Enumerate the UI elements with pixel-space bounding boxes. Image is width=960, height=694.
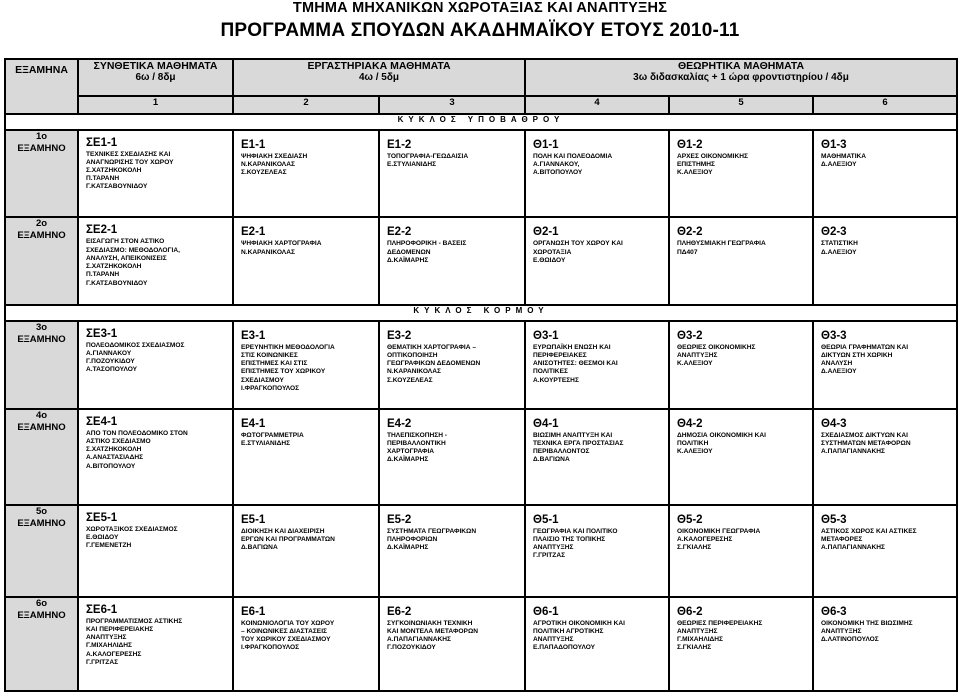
- course-cell: [78, 597, 233, 691]
- course-code: Θ4-2: [677, 417, 703, 430]
- theory-header: ΘΕΩΡΗΤΙΚΑ ΜΑΘΗΜΑΤΑ 3ω διδασκαλίας + 1 ώρα φροντιστηρίου / 4δμ: [525, 59, 957, 96]
- course-text-line: ΑΠΟ ΤΟΝ ΠΟΛΕΟΔΟΜΙΚΟ ΣΤΟΝ: [86, 429, 188, 437]
- course-code: Θ3-1: [533, 329, 559, 342]
- course-cell: [525, 321, 669, 409]
- semester-label-line: 1ο: [35, 130, 48, 142]
- course-code: Ε4-2: [387, 417, 412, 430]
- course-text-line: Ε.ΣΤΥΛΙΑΝΙΔΗΣ: [387, 160, 437, 168]
- course-cell: [233, 321, 379, 409]
- course-code: ΣΕ4-1: [86, 415, 118, 428]
- course-text-line: ΠΟΛΙΤΙΚΗ: [677, 439, 709, 447]
- course-text-line: ΑΣΤΙΚΟ ΣΧΕΔΙΑΣΜΟ: [86, 437, 151, 445]
- course-code: Θ2-2: [677, 226, 703, 239]
- course-code: ΣΕ3-1: [86, 327, 118, 340]
- course-cell: [78, 505, 233, 597]
- course-cell: [669, 130, 813, 218]
- course-code: Ε6-1: [241, 605, 266, 618]
- course-text-line: Α.ΑΝΑΣΤΑΣΙΑΔΗΣ: [86, 454, 144, 462]
- course-code: Ε1-1: [241, 138, 266, 151]
- semester-label-line: 6ο: [35, 597, 48, 609]
- course-code: Θ6-2: [677, 605, 703, 618]
- semester-label-line: 5ο: [35, 505, 48, 517]
- course-code: Ε2-1: [241, 226, 266, 239]
- semester-label: [5, 597, 78, 691]
- course-text-line: Δ.ΚΑΪΜΑΡΗΣ: [387, 256, 429, 264]
- course-text-line: Α.ΓΙΑΝΝΑΚΟΥ: [86, 349, 132, 357]
- course-text-line: Γ.ΠΟΖΟΥΚΙΔΟΥ: [387, 644, 436, 652]
- course-text-line: ΕΙΣΑΓΩΓΗ ΣΤΟΝ ΑΣΤΙΚΟ: [86, 238, 165, 246]
- course-text-line: Ε.ΘΩΙΔΟΥ: [86, 534, 119, 542]
- course-cell: [379, 597, 525, 691]
- course-cell: [525, 409, 669, 505]
- course-code: ΣΕ2-1: [86, 224, 118, 237]
- course-text-line: ΠΟΛΙΤΙΚΕΣ: [533, 368, 568, 376]
- course-text-line: ΑΝΑΠΤΥΞΗΣ: [86, 634, 127, 642]
- course-text-line: ΜΑΘΗΜΑΤΙΚΑ: [821, 152, 867, 160]
- course-text-line: ΑΝΑΠΤΥΞΗΣ: [677, 628, 718, 636]
- course-text-line: ΤΟΠΟΓΡΑΦΙΑ-ΓΕΩΔΑΙΣΙΑ: [387, 152, 469, 160]
- course-text-line: ΑΝΑΛΥΣΗ: [821, 360, 853, 368]
- course-text-line: ΑΝΑΠΤΥΞΗΣ: [533, 636, 574, 644]
- semester-label-line: ΕΞΑΜΗΝΟ: [17, 517, 66, 529]
- course-text-line: ΠΛΑΙΣΙΟ ΤΗΣ ΤΟΠΙΚΗΣ: [533, 536, 606, 544]
- course-text-line: ΟΡΓΑΝΩΣΗ ΤΟΥ ΧΩΡΟΥ ΚΑΙ: [533, 240, 623, 248]
- lab-header: ΕΡΓΑΣΤΗΡΙΑΚΑ ΜΑΘΗΜΑΤΑ 4ω / 5δμ: [233, 59, 525, 96]
- course-text-line: Α.ΚΟΥΡΤΕΣΗΣ: [533, 376, 579, 384]
- course-cell: [233, 505, 379, 597]
- column-number: 6: [813, 96, 957, 114]
- course-text-line: Α.ΓΙΑΝΝΑΚΟΥ,: [533, 160, 580, 168]
- semester-label-line: ΕΞΑΜΗΝΟ: [17, 333, 66, 345]
- course-text-line: Ε.ΘΩΙΔΟΥ: [533, 256, 566, 264]
- course-text-line: Δ.ΑΛΕΞΙΟΥ: [821, 368, 857, 376]
- course-text-line: Ν.ΚΑΡΑΝΙΚΟΛΑΣ: [387, 368, 441, 376]
- course-cell: [813, 409, 957, 505]
- course-code: Ε6-2: [387, 605, 412, 618]
- semester-label: [5, 321, 78, 409]
- course-text-line: ΑΝΑΠΤΥΞΗΣ: [533, 544, 574, 552]
- course-code: Θ6-1: [533, 605, 559, 618]
- course-text-line: Ι.ΦΡΑΓΚΟΠΟΥΛΟΣ: [241, 384, 300, 392]
- course-code: Ε3-2: [387, 329, 412, 342]
- course-cell: [379, 321, 525, 409]
- semester-header: ΕΞΑΜΗΝΑ: [5, 59, 78, 114]
- course-text-line: ΘΕΩΡΙΑ ΓΡΑΦΗΜΑΤΩΝ ΚΑΙ: [821, 343, 909, 351]
- semester-label-line: ΕΞΑΜΗΝΟ: [17, 609, 66, 621]
- course-text-line: ΣΧΕΔΙΑΣΜΟΥ: [241, 376, 284, 384]
- course-text-line: ΟΙΚΟΝΟΜΙΚΗ ΓΕΩΓΡΑΦΙΑ: [677, 527, 761, 535]
- course-code: Ε4-1: [241, 417, 266, 430]
- cycle-core-row: [5, 305, 957, 320]
- course-cell: [525, 217, 669, 305]
- course-text-line: ΣΤΑΤΙΣΤΙΚΗ: [821, 240, 858, 248]
- course-code: Θ3-3: [821, 329, 847, 342]
- course-code: Ε3-1: [241, 329, 266, 342]
- course-code: Ε5-2: [387, 513, 412, 526]
- course-text-line: – ΚΟΙΝΩΝΙΚΕΣ ΔΙΑΣΤΑΣΕΙΣ: [241, 628, 327, 636]
- course-text-line: Ν.ΚΑΡΑΝΙΚΟΛΑΣ: [241, 248, 295, 256]
- course-cell: [813, 505, 957, 597]
- column-number-row: [5, 96, 957, 114]
- course-text-line: ΠΕΡΙΒΑΛΛΟΝΤΟΣ: [533, 448, 590, 456]
- course-code: Θ2-1: [533, 226, 559, 239]
- course-text-line: ΕΠΙΣΤΗΜΕΣ ΚΑΙ ΣΤΙΣ: [241, 360, 308, 368]
- course-text-line: ΠΟΛΙΤΙΚΗ ΑΓΡΟΤΙΚΗΣ: [533, 628, 604, 636]
- page-subtitle: ΠΡΟΓΡΑΜΜΑ ΣΠΟΥΔΩΝ ΑΚΑΔΗΜΑΪΚΟΥ ΕΤΟΥΣ 2010-11: [220, 20, 740, 41]
- cycle-foundation-row: [5, 114, 957, 129]
- course-cell: [669, 321, 813, 409]
- course-text-line: ΑΝΑΠΤΥΞΗΣ: [677, 351, 718, 359]
- course-cell: [813, 597, 957, 691]
- course-code: Θ4-1: [533, 417, 559, 430]
- course-cell: [669, 217, 813, 305]
- course-code: Θ2-3: [821, 226, 847, 239]
- course-text-line: ΑΝΑΛΥΣΗ, ΑΠΕΙΚΟΝΙΣΕΙΣ: [86, 254, 167, 262]
- course-text-line: Ε.ΣΤΥΛΙΑΝΙΔΗΣ: [241, 439, 291, 447]
- course-text-line: Σ.ΚΟΥΖΕΛΕΑΣ: [241, 168, 287, 176]
- course-text-line: ΣΥΣΤΗΜΑΤΩΝ ΜΕΤΑΦΟΡΩΝ: [821, 439, 911, 447]
- course-cell: [813, 321, 957, 409]
- course-text-line: ΠΛΗΘΥΣΜΙΑΚΗ ΓΕΩΓΡΑΦΙΑ: [677, 240, 766, 248]
- course-code: ΣΕ1-1: [86, 136, 118, 149]
- course-text-line: Α.ΒΙΤΟΠΟΥΛΟΥ: [533, 168, 583, 176]
- course-text-line: Γ.ΓΡΙΤΖΑΣ: [86, 658, 119, 666]
- course-text-line: Δ.ΒΑΓΙΩΝΑ: [241, 544, 278, 552]
- course-cell: [233, 409, 379, 505]
- course-text-line: ΣΤΙΣ ΚΟΙΝΩΝΙΚΕΣ: [241, 351, 298, 359]
- cycle-foundation-row-label: ΚΥΚΛΟΣ ΥΠΟΒΑΘΡΟΥ: [5, 114, 957, 129]
- course-text-line: Σ.ΓΚΙΑΛΗΣ: [677, 644, 712, 652]
- course-text-line: Γ.ΜΙΧΑΗΛΙΔΗΣ: [86, 642, 133, 650]
- course-code: ΣΕ5-1: [86, 511, 118, 524]
- semester-label-line: ΕΞΑΜΗΝΟ: [17, 142, 66, 154]
- course-text-line: Ι.ΦΡΑΓΚΟΠΟΥΛΟΣ: [241, 644, 300, 652]
- course-text-line: Γ.ΠΟΖΟΥΚΙΔΟΥ: [86, 358, 135, 366]
- course-text-line: Σ.ΧΑΤΖΗΚΟΚΟΛΗ: [86, 446, 142, 454]
- course-text-line: ΜΕΤΑΦΟΡΕΣ: [821, 536, 863, 544]
- course-text-line: ΕΡΕΥΝΗΤΙΚΗ ΜΕΘΟΔΟΛΟΓΙΑ: [241, 343, 335, 351]
- course-cell: [78, 409, 233, 505]
- course-text-line: ΔΙΚΤΥΩΝ ΣΤΗ ΧΩΡΙΚΗ: [821, 351, 893, 359]
- course-code: Ε5-1: [241, 513, 266, 526]
- course-cell: [233, 130, 379, 218]
- semester-label: [5, 505, 78, 597]
- course-cell: [233, 217, 379, 305]
- course-code: Ε1-2: [387, 138, 412, 151]
- course-text-line: Γ.ΚΑΤΣΑΒΟΥΝΙΔΟΥ: [86, 183, 148, 191]
- course-text-line: Δ.ΚΑΪΜΑΡΗΣ: [387, 544, 429, 552]
- course-text-line: ΓΕΩΓΡΑΦΙΚΩΝ ΔΕΔΟΜΕΝΩΝ: [387, 360, 481, 368]
- course-text-line: Σ.ΓΚΙΑΛΗΣ: [677, 544, 712, 552]
- course-code: Θ1-3: [821, 138, 847, 151]
- course-text-line: ΧΑΡΤΟΓΡΑΦΙΑ: [387, 448, 435, 456]
- semester-label: [5, 409, 78, 505]
- course-text-line: Ν.ΚΑΡΑΝΙΚΟΛΑΣ: [241, 160, 295, 168]
- course-code: Θ1-2: [677, 138, 703, 151]
- column-number: 3: [379, 96, 525, 114]
- course-text-line: ΤΕΧΝΙΚΑ ΕΡΓΑ ΠΡΟΣΤΑΣΙΑΣ: [533, 439, 624, 447]
- course-text-line: ΟΠΤΙΚΟΠΟΙΗΣΗ: [387, 351, 438, 359]
- course-cell: [379, 409, 525, 505]
- course-text-line: Γ.ΓΡΙΤΖΑΣ: [533, 552, 566, 560]
- course-text-line: ΕΡΓΩΝ ΚΑΙ ΠΡΟΓΡΑΜΜΑΤΩΝ: [241, 536, 335, 544]
- course-text-line: ΤΕΧΝΙΚΕΣ ΣΧΕΔΙΑΣΗΣ ΚΑΙ: [86, 150, 171, 158]
- semester-label-line: ΕΞΑΜΗΝΟ: [17, 421, 66, 433]
- course-text-line: ΘΕΩΡΙΕΣ ΟΙΚΟΝΟΜΙΚΗΣ: [677, 343, 756, 351]
- course-cell: [525, 505, 669, 597]
- course-text-line: Δ.ΑΛΕΞΙΟΥ: [821, 160, 857, 168]
- course-text-line: Α.ΒΙΤΟΠΟΥΛΟΥ: [86, 462, 136, 470]
- course-text-line: Α.ΠΑΠΑΓΙΑΝΝΑΚΗΣ: [387, 636, 451, 644]
- column-number: 2: [233, 96, 379, 114]
- course-text-line: Π.ΤΑΡΑΝΗ: [86, 175, 120, 183]
- course-text-line: ΑΣΤΙΚΟΣ ΧΩΡΟΣ ΚΑΙ ΑΣΤΙΚΕΣ: [821, 527, 917, 535]
- course-text-line: ΑΝΑΓΝΩΡΙΣΗΣ ΤΟΥ ΧΩΡΟΥ: [86, 158, 174, 166]
- course-text-line: ΣΥΣΤΗΜΑΤΑ ΓΕΩΓΡΑΦΙΚΩΝ: [387, 527, 477, 535]
- course-code: Θ4-3: [821, 417, 847, 430]
- course-text-line: Α.ΠΑΠΑΓΙΑΝΝΑΚΗΣ: [821, 544, 885, 552]
- semester-row: [5, 505, 957, 597]
- course-text-line: ΨΗΦΙΑΚΗ ΣΧΕΔΙΑΣΗ: [241, 152, 308, 160]
- course-text-line: ΚΟΙΝΩΝΙΟΛΟΓΙΑ ΤΟΥ ΧΩΡΟΥ: [241, 619, 335, 627]
- course-text-line: Κ.ΑΛΕΞΙΟΥ: [677, 360, 713, 368]
- course-text-line: ΣΧΕΔΙΑΣΜΟΣ ΔΙΚΤΥΩΝ ΚΑΙ: [821, 431, 908, 439]
- course-cell: [78, 321, 233, 409]
- course-text-line: Δ.ΒΑΓΙΩΝΑ: [533, 456, 570, 464]
- course-text-line: ΕΠΙΣΤΗΜΕΣ ΤΟΥ ΧΩΡΙΚΟΥ: [241, 368, 326, 376]
- course-text-line: Α.ΤΑΣΟΠΟΥΛΟΥ: [86, 366, 138, 374]
- semester-label-line: 4ο: [35, 409, 48, 421]
- course-text-line: ΑΡΧΕΣ ΟΙΚΟΝΟΜΙΚΗΣ: [677, 152, 748, 160]
- course-cell: [78, 130, 233, 218]
- course-text-line: ΔΙΟΙΚΗΣΗ ΚΑΙ ΔΙΑΧΕΙΡΙΣΗ: [241, 527, 325, 535]
- course-text-line: ΟΙΚΟΝΟΜΙΚΗ ΤΗΣ ΒΙΩΣΙΜΗΣ: [821, 619, 913, 627]
- course-text-line: ΧΩΡΟΤΑΞΙΚΟΣ ΣΧΕΔΙΑΣΜΟΣ: [86, 525, 178, 533]
- course-text-line: ΠΔ407: [677, 248, 698, 256]
- course-code: ΣΕ6-1: [86, 603, 118, 616]
- course-cell: [379, 505, 525, 597]
- course-cell: [78, 217, 233, 305]
- course-text-line: ΓΕΩΓΡΑΦΙΑ ΚΑΙ ΠΟΛΙΤΙΚΟ: [533, 527, 618, 535]
- course-text-line: ΠΡΟΓΡΑΜΜΑΤΙΣΜΟΣ ΑΣΤΙΚΗΣ: [86, 617, 183, 625]
- course-text-line: ΤΟΥ ΧΩΡΙΚΟΥ ΣΧΕΔΙΑΣΜΟΥ: [241, 636, 331, 644]
- course-text-line: ΠΕΡΙΒΑΛΛΟΝΤΙΚΗ: [387, 439, 446, 447]
- course-text-line: Γ.ΚΑΤΣΑΒΟΥΝΙΔΟΥ: [86, 279, 148, 287]
- curriculum-table: [4, 58, 958, 692]
- course-cell: [669, 409, 813, 505]
- semester-row: [5, 321, 957, 409]
- course-text-line: ΨΗΦΙΑΚΗ ΧΑΡΤΟΓΡΑΦΙΑ: [241, 240, 322, 248]
- course-text-line: ΔΕΔΟΜΕΝΩΝ: [387, 248, 431, 256]
- course-code: Θ5-2: [677, 513, 703, 526]
- semester-row: [5, 409, 957, 505]
- course-cell: [379, 217, 525, 305]
- course-text-line: Π.ΤΑΡΑΝΗ: [86, 271, 120, 279]
- course-cell: [813, 130, 957, 218]
- course-cell: [669, 505, 813, 597]
- course-text-line: ΑΝΑΠΤΥΞΗΣ: [821, 628, 862, 636]
- course-text-line: ΕΠΙΣΤΗΜΗΣ: [677, 160, 715, 168]
- course-text-line: Α.ΠΑΠΑΓΙΑΝΝΑΚΗΣ: [821, 448, 885, 456]
- course-text-line: ΘΕΩΡΙΕΣ ΠΕΡΙΦΕΡΕΙΑΚΗΣ: [677, 619, 763, 627]
- page-title: ΤΜΗΜΑ ΜΗΧΑΝΙΚΩΝ ΧΩΡΟΤΑΞΙΑΣ ΚΑΙ ΑΝΑΠΤΥΞΗΣ: [292, 0, 668, 16]
- course-text-line: ΠΟΛΗ ΚΑΙ ΠΟΛΕΟΔΟΜΙΑ: [533, 152, 613, 160]
- course-text-line: ΧΩΡΟΤΑΞΙΑ: [533, 248, 572, 256]
- course-code: Θ1-1: [533, 138, 559, 151]
- semester-label-line: 3ο: [35, 321, 48, 333]
- course-text-line: ΠΕΡΙΦΕΡΕΙΑΚΕΣ: [533, 351, 587, 359]
- course-code: Θ3-2: [677, 329, 703, 342]
- course-text-line: ΠΛΗΡΟΦΟΡΙΩΝ: [387, 536, 438, 544]
- course-text-line: ΠΟΛΕΟΔΟΜΙΚΟΣ ΣΧΕΔΙΑΣΜΟΣ: [86, 341, 185, 349]
- column-number: 5: [669, 96, 813, 114]
- course-text-line: Κ.ΑΛΕΞΙΟΥ: [677, 448, 713, 456]
- course-cell: [525, 130, 669, 218]
- course-cell: [669, 597, 813, 691]
- course-text-line: Δ.ΚΑΪΜΑΡΗΣ: [387, 456, 429, 464]
- course-text-line: ΘΕΜΑΤΙΚΗ ΧΑΡΤΟΓΡΑΦΙΑ –: [387, 343, 477, 351]
- course-text-line: Σ.ΧΑΤΖΗΚΟΚΟΛΗ: [86, 263, 142, 271]
- semester-label: [5, 130, 78, 218]
- course-text-line: ΑΓΡΟΤΙΚΗ ΟΙΚΟΝΟΜΙΚΗ ΚΑΙ: [533, 619, 625, 627]
- semester-row: [5, 217, 957, 305]
- column-number: 4: [525, 96, 669, 114]
- semester-row: [5, 130, 957, 218]
- synthetic-header: ΣΥΝΘΕΤΙΚΑ ΜΑΘΗΜΑΤΑ 6ω / 8δμ: [78, 59, 233, 96]
- header-row: [5, 59, 957, 96]
- course-text-line: Ε.ΠΑΠΑΔΟΠΟΥΛΟΥ: [533, 644, 596, 652]
- course-code: Ε2-2: [387, 226, 412, 239]
- course-text-line: ΒΙΩΣΙΜΗ ΑΝΑΠΤΥΞΗ ΚΑΙ: [533, 431, 613, 439]
- course-text-line: ΚΑΙ ΠΕΡΙΦΕΡΕΙΑΚΗΣ: [86, 626, 154, 634]
- course-code: Θ5-1: [533, 513, 559, 526]
- course-text-line: ΔΗΜΟΣΙΑ ΟΙΚΟΝΟΜΙΚΗ ΚΑΙ: [677, 431, 766, 439]
- course-text-line: Σ.ΚΟΥΖΕΛΕΑΣ: [387, 376, 433, 384]
- course-text-line: Α.ΚΑΛΟΓΕΡΕΣΗΣ: [677, 536, 733, 544]
- course-code: Θ6-3: [821, 605, 847, 618]
- semester-label-line: ΕΞΑΜΗΝΟ: [17, 230, 66, 242]
- course-text-line: ΚΑΙ ΜΟΝΤΕΛΑ ΜΕΤΑΦΟΡΩΝ: [387, 628, 478, 636]
- cycle-core-row-label: ΚΥΚΛΟΣ ΚΟΡΜΟΥ: [5, 305, 957, 320]
- course-cell: [813, 217, 957, 305]
- course-text-line: Γ.ΜΙΧΑΗΛΙΔΗΣ: [677, 636, 724, 644]
- course-text-line: Γ.ΓΕΜΕΝΕΤΖΗ: [86, 542, 132, 550]
- course-text-line: Σ.ΧΑΤΖΗΚΟΚΟΛΗ: [86, 166, 142, 174]
- course-cell: [525, 597, 669, 691]
- course-code: Θ5-3: [821, 513, 847, 526]
- course-text-line: ΣΥΓΚΟΙΝΩΝΙΑΚΗ ΤΕΧΝΙΚΗ: [387, 619, 473, 627]
- course-cell: [379, 130, 525, 218]
- course-text-line: ΣΧΕΔΙΑΣΜΟ: ΜΕΘΟΔΟΛΟΓΙΑ,: [86, 246, 180, 254]
- course-cell: [233, 597, 379, 691]
- course-text-line: Δ.ΑΛΕΞΙΟΥ: [821, 248, 857, 256]
- course-text-line: ΕΥΡΩΠΑΪΚΗ ΕΝΩΣΗ ΚΑΙ: [533, 343, 611, 351]
- semester-label-line: 2ο: [35, 218, 48, 230]
- semester-label: [5, 217, 78, 305]
- course-text-line: Δ.ΛΑΤΙΝΟΠΟΥΛΟΣ: [821, 636, 879, 644]
- column-number: 1: [78, 96, 233, 114]
- course-text-line: ΦΩΤΟΓΡΑΜΜΕΤΡΙΑ: [241, 431, 304, 439]
- course-text-line: Κ.ΑΛΕΞΙΟΥ: [677, 168, 713, 176]
- course-text-line: ΠΛΗΡΟΦΟΡΙΚΗ - ΒΑΣΕΙΣ: [387, 240, 467, 248]
- semester-row: [5, 597, 957, 691]
- course-text-line: ΤΗΛΕΠΙΣΚΟΠΗΣΗ -: [387, 431, 447, 439]
- course-text-line: Α.ΚΑΛΟΓΕΡΕΣΗΣ: [86, 650, 142, 658]
- course-text-line: ΑΝΙΣΟΤΗΤΕΣ: ΘΕΣΜΟΙ ΚΑΙ: [533, 360, 618, 368]
